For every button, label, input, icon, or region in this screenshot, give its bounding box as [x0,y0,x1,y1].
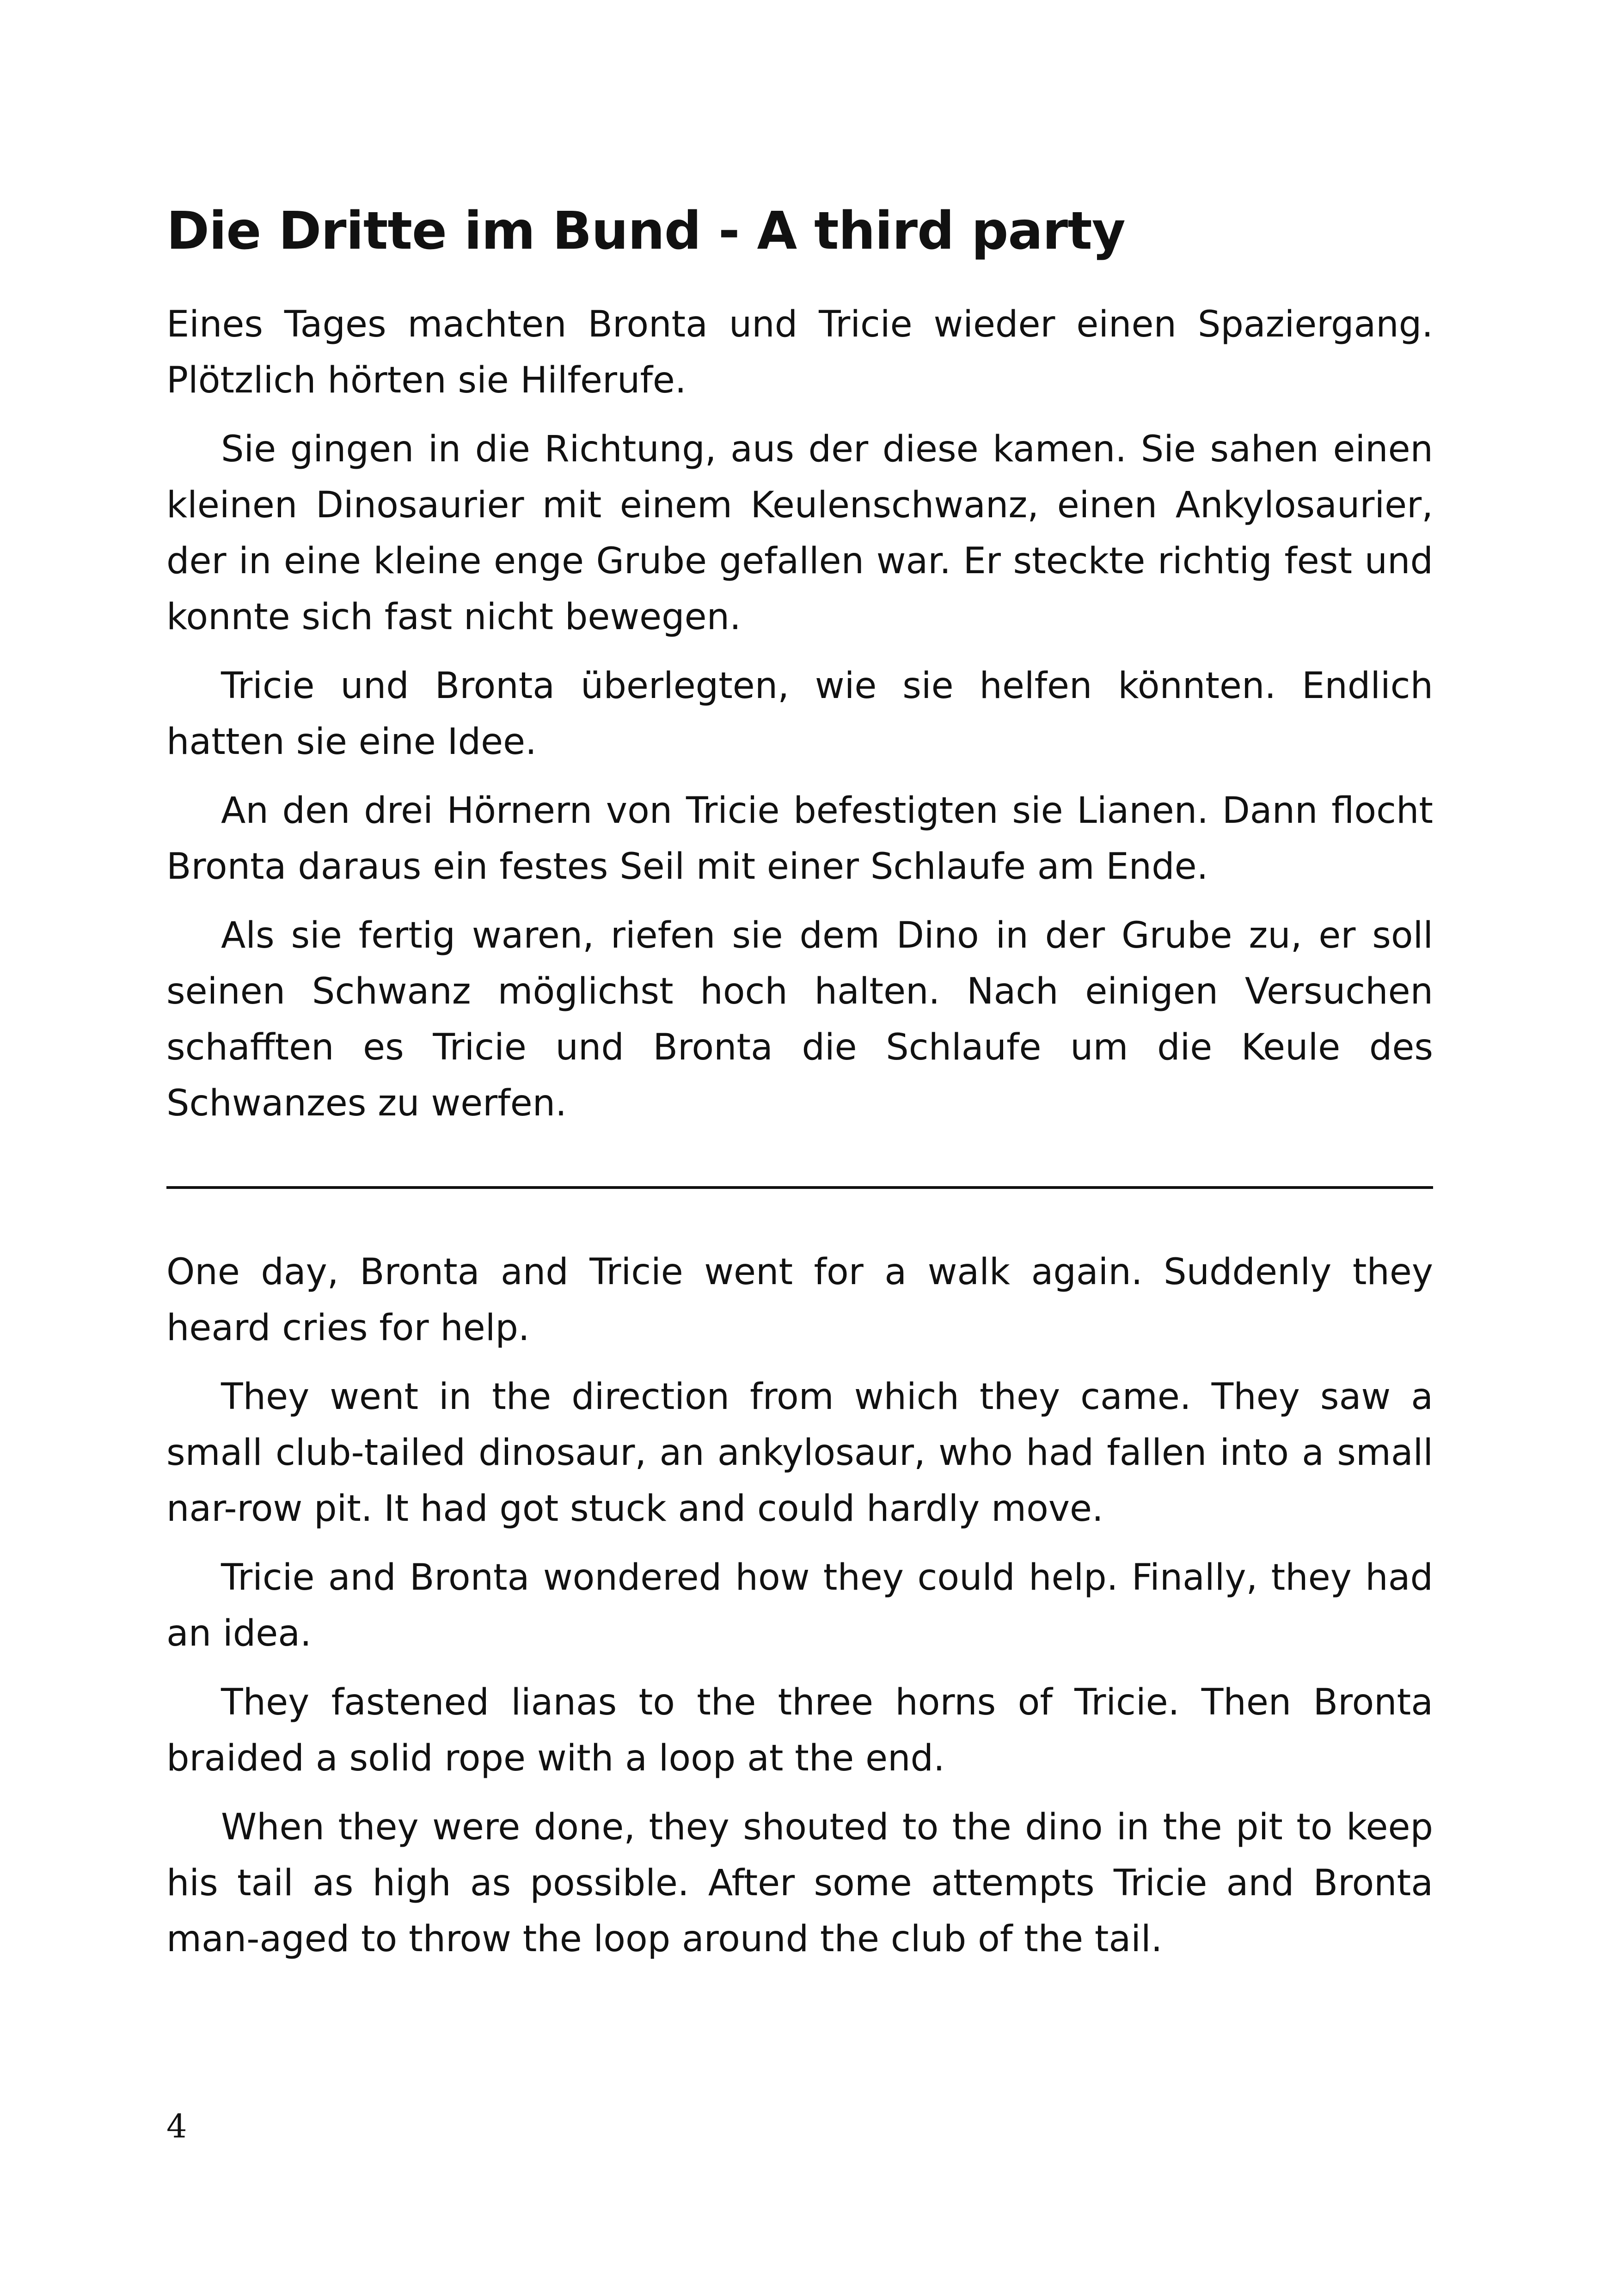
page-title: Die Dritte im Bund - A third party [166,201,1125,261]
german-paragraph-4: An den drei Hörnern von Tricie befestigten sie Lianen. Dann flocht Bronta daraus ein festes Seil mit einer Schlaufe am Ende. [166,790,1433,888]
german-paragraph-3: Tricie und Bronta überlegten, wie sie helfen könnten. Endlich hatten sie eine Idee. [166,665,1433,763]
english-paragraph-2: They went in the direction from which they came. They saw a small club-tailed dinosaur, an ankylosaur, who had fallen into a small nar-row pit. It had got stuck and could hardly move. [166,1376,1433,1530]
german-paragraph-5: Als sie fertig waren, riefen sie dem Dino in der Grube zu, er soll seinen Schwanz möglichst hoch halten. Nach einigen Versuchen schafften es Tricie und Bronta die Schlaufe um die Keule des Schwanzes zu werfen. [166,915,1433,1124]
english-paragraph-4: They fastened lianas to the three horns of Tricie. Then Bronta braided a solid rope with a loop at the end. [166,1682,1433,1779]
page-content [166,199,1433,1980]
english-paragraph-5: When they were done, they shouted to the dino in the pit to keep his tail as high as possible. After some attempts Tricie and Bronta man-aged to throw the loop around the club of the tail. [166,1806,1433,1960]
page-number: 4 [166,2107,187,2145]
section-divider [166,1186,1433,1189]
english-paragraph-3: Tricie and Bronta wondered how they could help. Finally, they had an idea. [166,1557,1433,1654]
german-paragraph-2: Sie gingen in die Richtung, aus der diese kamen. Sie sahen einen kleinen Dinosaurier mit einem Keulenschwanz, einen Ankylosaurier, der in eine kleine enge Grube gefallen war. Er steckte richtig fest und konnte sich fast nicht bewegen. [166,429,1433,638]
english-paragraph-1: One day, Bronta and Tricie went for a walk again. Suddenly they heard cries for help. [166,1251,1433,1349]
german-paragraph-1: Eines Tages machten Bronta und Tricie wieder einen Spaziergang. Plötzlich hörten sie Hilferufe. [166,304,1433,401]
